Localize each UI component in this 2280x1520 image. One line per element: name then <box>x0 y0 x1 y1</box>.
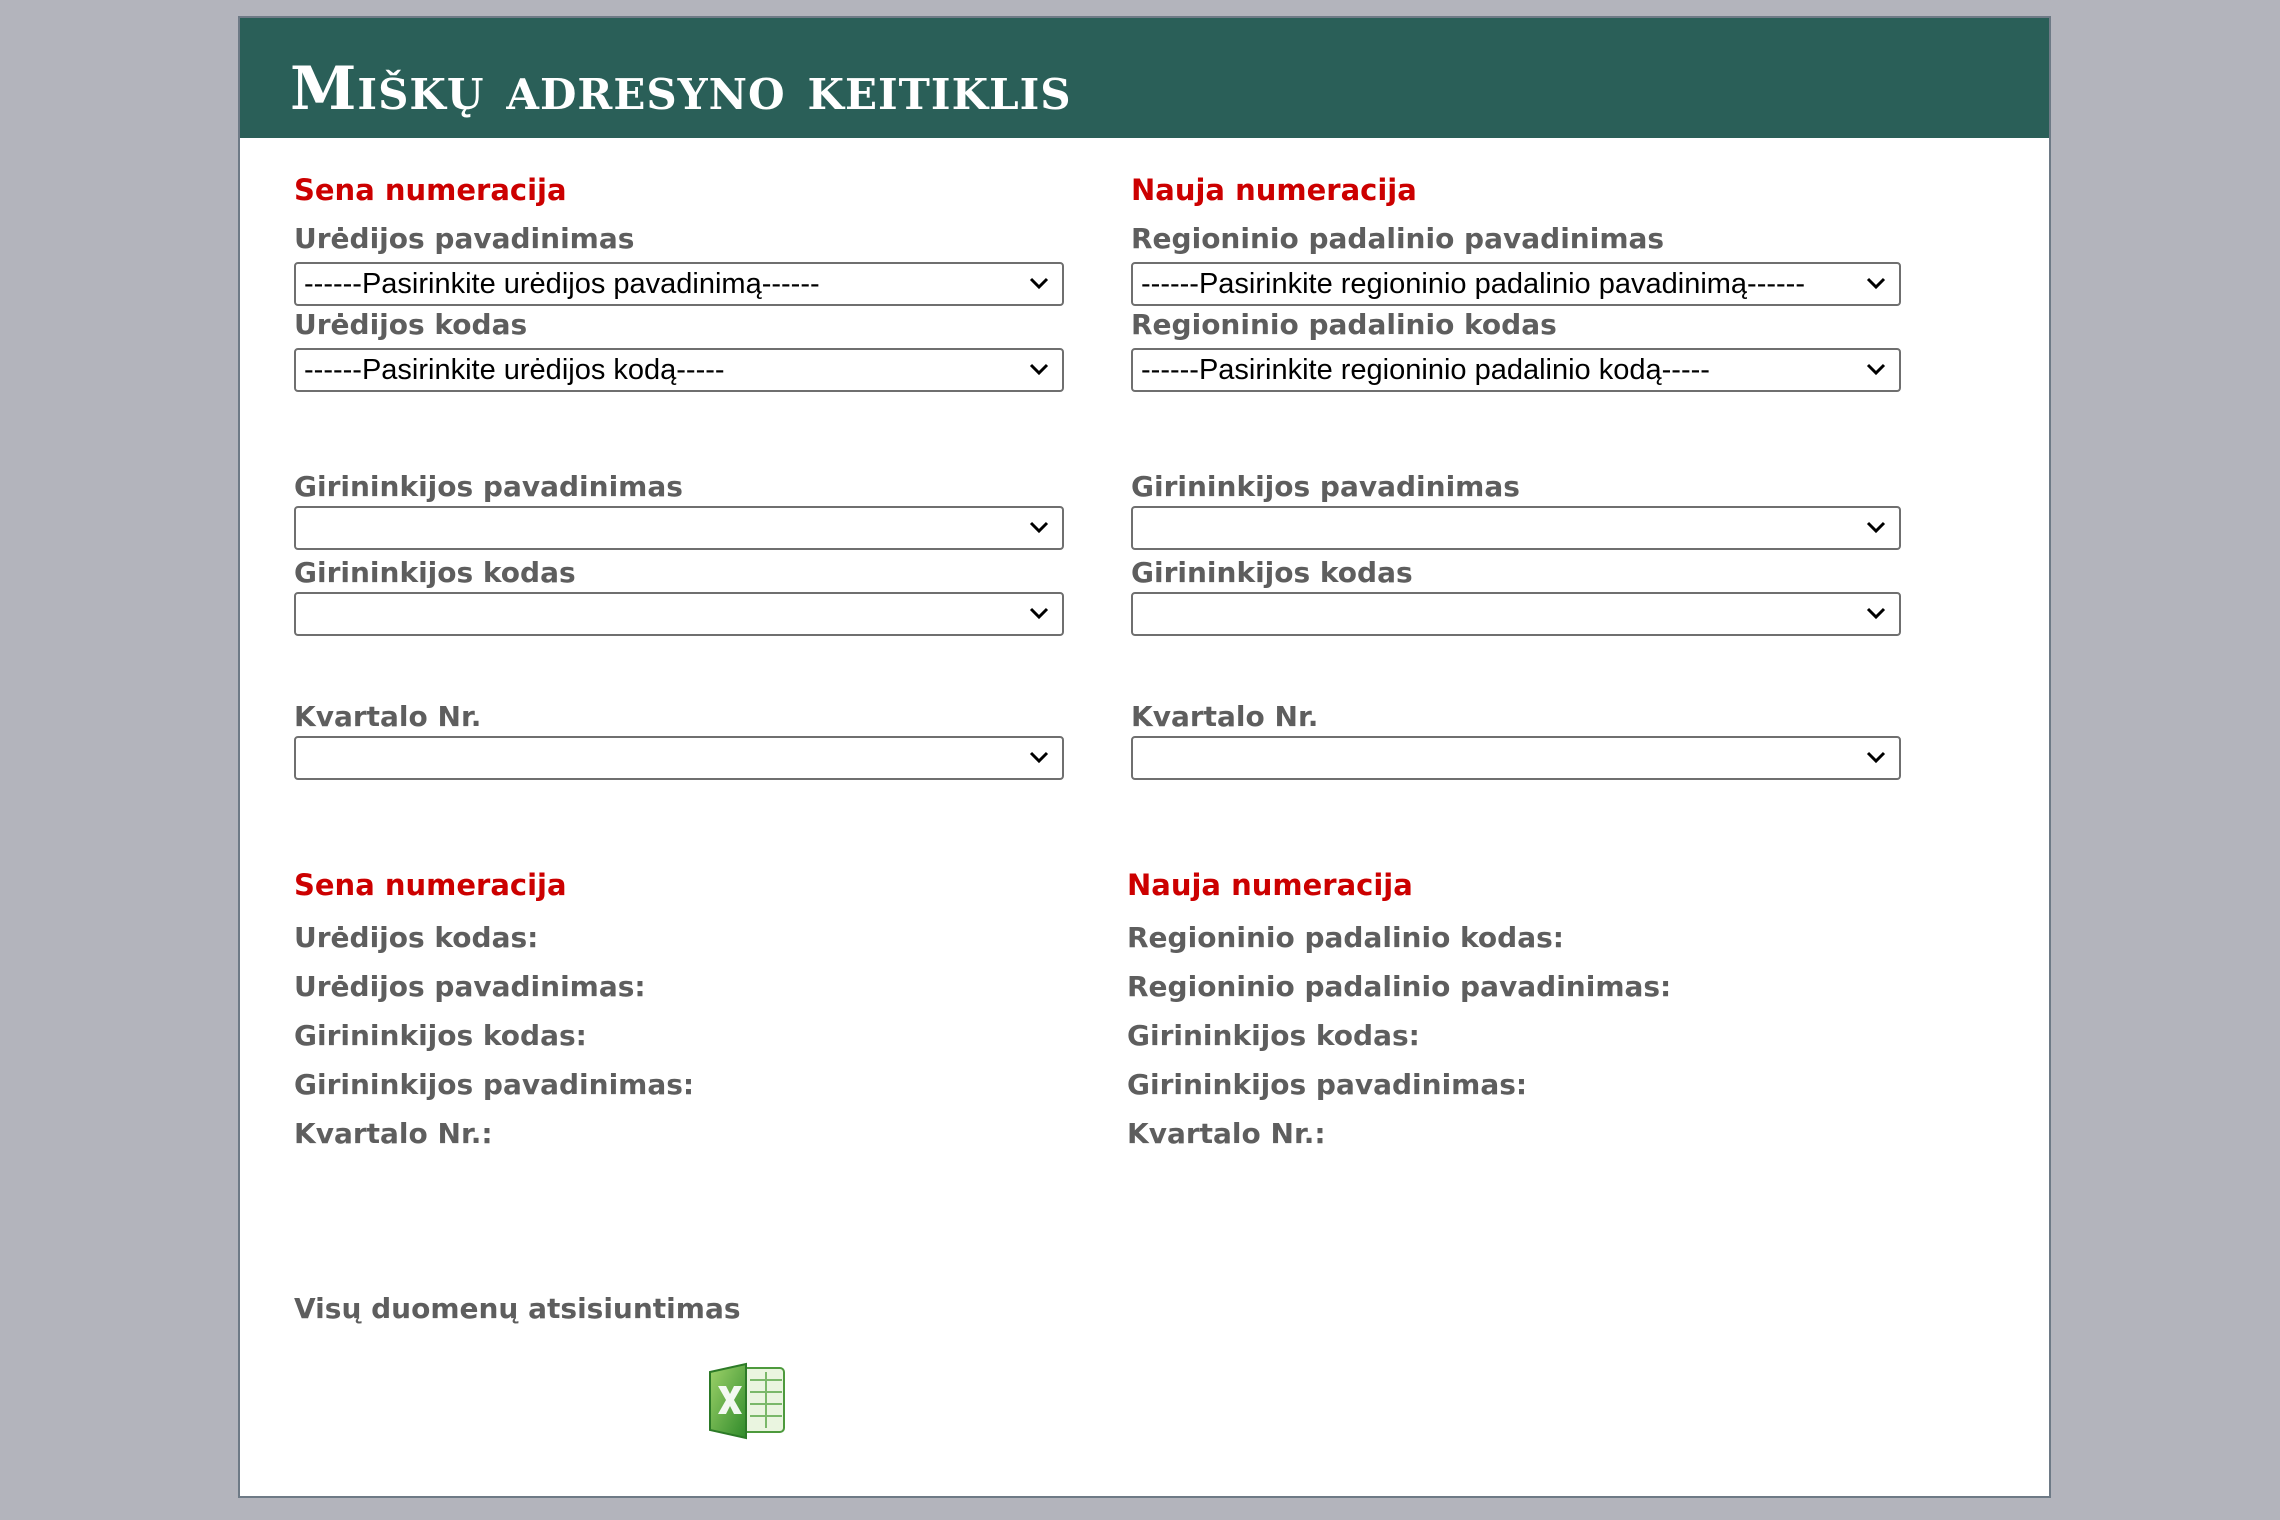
new-result-kvartalas: Kvartalo Nr.: <box>1127 1117 1326 1150</box>
uredija-name-label: Urėdijos pavadinimas <box>294 222 635 255</box>
chevron-down-icon <box>1028 516 1050 538</box>
new-girininkija-name-label: Girininkijos pavadinimas <box>1131 470 1520 503</box>
chevron-down-icon <box>1028 358 1050 380</box>
chevron-down-icon <box>1865 602 1887 624</box>
new-girininkija-code-select[interactable] <box>1131 592 1901 636</box>
old-girininkija-name-select[interactable] <box>294 506 1064 550</box>
chevron-down-icon <box>1865 358 1887 380</box>
old-result-girininkija-code: Girininkijos kodas: <box>294 1019 587 1052</box>
region-code-label: Regioninio padalinio kodas <box>1131 308 1557 341</box>
new-kvartalas-select[interactable] <box>1131 736 1901 780</box>
region-code-select[interactable] <box>1131 348 1901 392</box>
new-result-region-name: Regioninio padalinio pavadinimas: <box>1127 970 1672 1003</box>
uredija-name-select[interactable] <box>294 262 1064 306</box>
page-header <box>240 18 2049 138</box>
old-result-section-title: Sena numeracija <box>294 868 567 902</box>
new-result-girininkija-code: Girininkijos kodas: <box>1127 1019 1420 1052</box>
region-code-select-value: ------Pasirinkite regioninio padalinio kodą----- <box>1141 354 1710 386</box>
new-girininkija-code-label: Girininkijos kodas <box>1131 556 1413 589</box>
old-kvartalas-label: Kvartalo Nr. <box>294 700 482 733</box>
region-name-label: Regioninio padalinio pavadinimas <box>1131 222 1665 255</box>
new-girininkija-name-select[interactable] <box>1131 506 1901 550</box>
uredija-code-select[interactable] <box>294 348 1064 392</box>
chevron-down-icon <box>1028 602 1050 624</box>
new-result-section-title: Nauja numeracija <box>1127 868 1413 902</box>
uredija-code-label: Urėdijos kodas <box>294 308 528 341</box>
download-label: Visų duomenų atsisiuntimas <box>294 1292 741 1325</box>
chevron-down-icon <box>1865 746 1887 768</box>
chevron-down-icon <box>1865 272 1887 294</box>
chevron-down-icon <box>1865 516 1887 538</box>
old-girininkija-code-label: Girininkijos kodas <box>294 556 576 589</box>
region-name-select-value: ------Pasirinkite regioninio padalinio pavadinimą------ <box>1141 268 1805 300</box>
chevron-down-icon <box>1028 272 1050 294</box>
new-form-section-title: Nauja numeracija <box>1131 173 1417 207</box>
region-name-select[interactable] <box>1131 262 1901 306</box>
old-result-girininkija-name: Girininkijos pavadinimas: <box>294 1068 695 1101</box>
old-girininkija-code-select[interactable] <box>294 592 1064 636</box>
new-result-region-code: Regioninio padalinio kodas: <box>1127 921 1564 954</box>
old-girininkija-name-label: Girininkijos pavadinimas <box>294 470 683 503</box>
old-form-section-title: Sena numeracija <box>294 173 567 207</box>
excel-icon[interactable] <box>706 1358 790 1442</box>
new-result-girininkija-name: Girininkijos pavadinimas: <box>1127 1068 1528 1101</box>
old-kvartalas-select[interactable] <box>294 736 1064 780</box>
converter-panel <box>238 16 2051 1498</box>
uredija-name-select-value: ------Pasirinkite urėdijos pavadinimą------ <box>304 268 820 300</box>
chevron-down-icon <box>1028 746 1050 768</box>
uredija-code-select-value: ------Pasirinkite urėdijos kodą----- <box>304 354 725 386</box>
old-result-uredija-code: Urėdijos kodas: <box>294 921 539 954</box>
old-result-kvartalas: Kvartalo Nr.: <box>294 1117 493 1150</box>
new-kvartalas-label: Kvartalo Nr. <box>1131 700 1319 733</box>
old-result-uredija-name: Urėdijos pavadinimas: <box>294 970 646 1003</box>
page-title: Miškų adresyno keitiklis <box>290 54 1072 124</box>
